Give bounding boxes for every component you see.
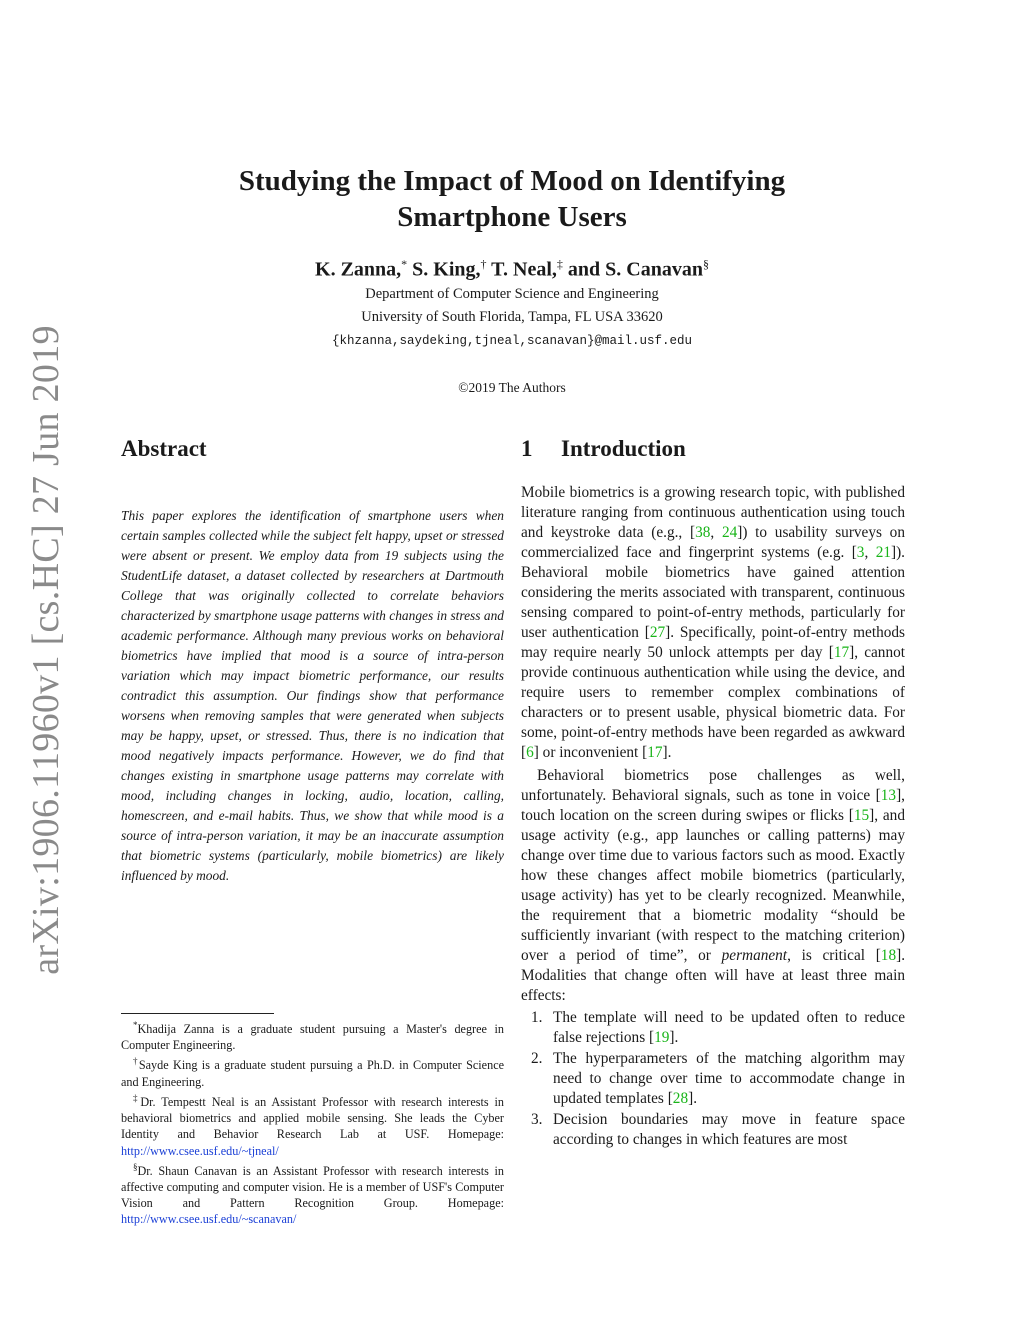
text-run: ], and usage activity (e.g., app launches or calling patterns) may change over time due to various factors such as mood. Exactly how these changes affect mobile biometrics (particularly, usage activity) has yet to be clearly recognized. Meanwhile, the requirement that a biometric modality “should be sufficiently invariant (with respect to the matching criterion) over a period of time”, or <box>521 807 905 964</box>
footnote-text-4: Dr. Shaun Canavan is an Assistant Professor with research interests in affective computing and computer vision. He is a member of USF's Computer Vision and Pattern Recognition Group. Homepage: <box>121 1163 504 1211</box>
citation-link[interactable]: 6 <box>526 744 534 761</box>
intro-paragraph-1 <box>521 483 905 763</box>
section-title: Introduction <box>561 436 686 461</box>
footnote-rule <box>121 1013 274 1014</box>
footnote-neal <box>121 1090 504 1159</box>
author-zanna: K. Zanna, <box>315 258 402 281</box>
citation-link[interactable]: 24 <box>721 524 738 541</box>
text-run: ]. <box>662 744 672 761</box>
list-text-end: ]. <box>669 1029 679 1046</box>
introduction-body <box>521 483 905 1151</box>
citation-link[interactable]: 28 <box>672 1090 689 1107</box>
affiliation-email: {khzanna,saydeking,tjneal,scanavan}@mail.usf.edu <box>331 334 693 348</box>
author-mark-2: † <box>480 257 487 271</box>
text-run: Behavioral biometrics pose challenges as well, unfortunately. Behavioral signals, such as tone in voice [ <box>521 767 905 804</box>
abstract-body: This paper explores the identification of smartphone users when certain samples collected while the subject felt happy, upset or stressed were absent or present. We employ data from 19 subjects using the StudentLife dataset, a dataset collected by researchers at Dartmouth College that was originally collected to correlate behaviors characterized by smartphone usage patterns with changes in stress and academic performance. Although many previous works on behavioral biometrics have implied that mood is a source of intra-person variation which may impact biometric performance, our results contradict this assumption. Our findings show that performance worsens when removing samples that were generated when subjects may be happy, upset, or stressed. Thus, there is no indication that mood negatively impacts performance. However, we do find that changes existing in smartphone usage patterns may correlate with mood, including changes in locking, audio, location, calling, homescreen, and e-mail habits. Thus, we show that while mood is a source of intra-person variation, it may be an inaccurate assumption that biometric systems (particularly, mobile biometrics) are likely influenced by mood. <box>121 508 504 883</box>
text-run: ], touch location on the screen during swipes or flicks [ <box>521 787 905 824</box>
canavan-homepage-link[interactable]: http://www.csee.usf.edu/~scanavan/ <box>121 1212 297 1227</box>
effects-list <box>521 1008 905 1150</box>
citation-link[interactable]: 21 <box>875 544 891 561</box>
text-run: Mobile biometrics is a growing research topic, with published literature ranging from continuous authentication using touch and keystroke data (e.g., [ <box>521 484 905 541</box>
list-number: 2. <box>531 1050 543 1067</box>
author-mark-1: * <box>401 257 408 271</box>
citation-link[interactable]: 27 <box>649 624 666 641</box>
footnote-canavan <box>121 1159 504 1228</box>
copyright-notice: ©2019 The Authors <box>458 380 566 395</box>
citation-link[interactable]: 13 <box>880 787 897 804</box>
footnote-text-2: Sayde King is a graduate student pursuing a Ph.D. in Computer Science and Engineering. <box>121 1058 505 1089</box>
title-line-2: Smartphone Users <box>397 201 627 233</box>
text-run: , <box>864 544 876 561</box>
footnote-mark-2: † <box>133 1056 139 1067</box>
footnote-mark-1: * <box>133 1020 138 1030</box>
citation-link[interactable]: 38 <box>695 524 711 541</box>
footnote-zanna <box>121 1017 504 1053</box>
list-number: 3. <box>531 1111 543 1128</box>
arxiv-identifier <box>16 325 76 975</box>
footnotes <box>121 1017 504 1228</box>
title-line-1: Studying the Impact of Mood on Identifying <box>238 165 786 197</box>
citation-link[interactable]: 3 <box>856 544 865 561</box>
citation-link[interactable]: 19 <box>654 1029 670 1046</box>
list-number: 1. <box>531 1009 543 1026</box>
citation-link[interactable]: 17 <box>647 744 663 761</box>
author-mark-4: § <box>702 257 709 271</box>
arxiv-identifier-text: arXiv:1906.11960v1 [cs.HC] 27 Jun 2019 <box>25 325 68 975</box>
footnote-mark-4: § <box>133 1161 138 1172</box>
paper-title <box>120 163 904 235</box>
text-run: ] or inconvenient [ <box>533 744 648 761</box>
text-run: ]). Behavioral mobile biometrics have gained attention considering the merits associated with transparent, continuous sensing compared to point-of-entry methods, particularly for user authentication [ <box>521 544 905 641</box>
abstract-heading: Abstract <box>121 436 207 461</box>
footnote-text-1: Khadija Zanna is a graduate student pursuing a Master's degree in Computer Engineering. <box>121 1022 504 1053</box>
list-item <box>521 1008 905 1048</box>
author-list <box>120 257 904 282</box>
citation-link[interactable]: 18 <box>880 947 897 964</box>
author-king: S. King, <box>412 258 481 281</box>
text-run: , <box>710 524 722 541</box>
section-number: 1 <box>521 436 533 461</box>
footnote-text-3: Dr. Tempestt Neal is an Assistant Professor with research interests in behavioral biometrics and applied mobile sensing. She leads the Cyber Identity and Behavior Research Lab at USF. Homepage: <box>121 1095 505 1142</box>
list-text: The template will need to be updated often to reduce false rejections [ <box>553 1009 905 1046</box>
author-neal: T. Neal, <box>491 258 557 281</box>
author-mark-3: ‡ <box>556 257 563 271</box>
list-item <box>521 1049 905 1109</box>
citation-link[interactable]: 15 <box>853 807 870 824</box>
text-run: ]. Modalities that change often will have at least three main effects: <box>521 947 906 1004</box>
list-text: Decision boundaries may move in feature space according to changes in which features are most <box>553 1111 905 1148</box>
citation-link[interactable]: 17 <box>833 644 850 661</box>
intro-paragraph-2 <box>521 766 905 1006</box>
footnote-king <box>121 1053 504 1089</box>
affiliation-university: University of South Florida, Tampa, FL USA 33620 <box>361 309 663 325</box>
affiliation-department: Department of Computer Science and Engineering <box>365 286 659 302</box>
list-item <box>521 1110 905 1150</box>
list-text-end: ]. <box>688 1090 698 1107</box>
footnote-mark-3: ‡ <box>133 1092 141 1103</box>
text-run: ], cannot provide continuous authentication while using the device, and require users to remember complex combinations of characters or to present usable, physical biometric data. For some, point-of-entry methods have been regarded as awkward [ <box>521 644 905 761</box>
introduction-heading <box>521 436 686 462</box>
text-run: , is critical [ <box>787 947 881 964</box>
author-canavan: and S. Canavan <box>567 258 703 281</box>
text-run: ]) to usability surveys on commercialized face and fingerprint systems (e.g. [ <box>521 524 905 561</box>
list-text: The hyperparameters of the matching algorithm may need to change over time to accommodate change in updated templates [ <box>553 1050 905 1107</box>
text-run: ]. Specifically, point-of-entry methods may require nearly 50 unlock attempts per day [ <box>521 624 905 661</box>
neal-homepage-link[interactable]: http://www.csee.usf.edu/~tjneal/ <box>121 1143 279 1158</box>
emphasis-permanent: permanent <box>721 947 788 964</box>
